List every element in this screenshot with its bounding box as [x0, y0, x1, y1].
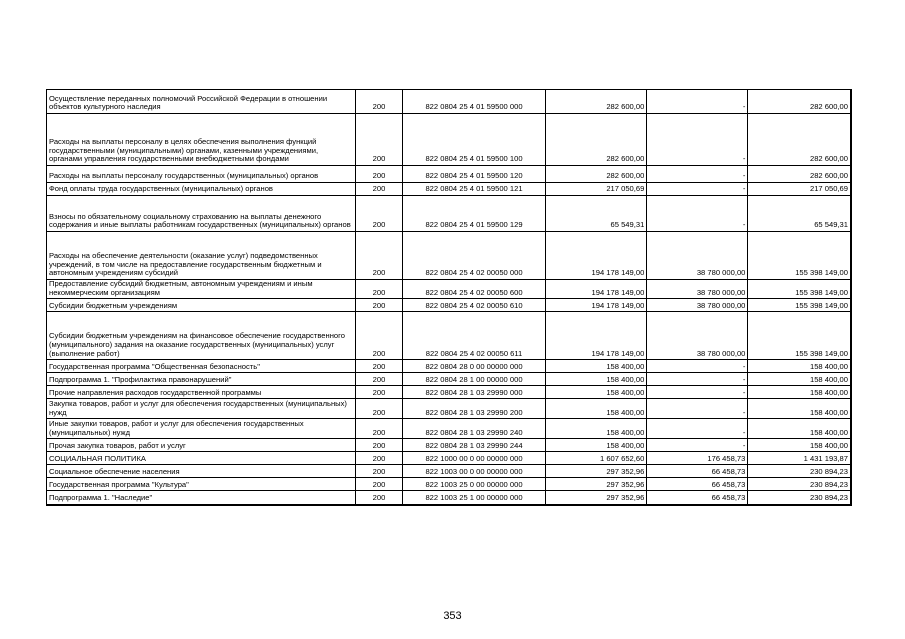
table-row [47, 386, 852, 399]
table-row [47, 452, 852, 465]
row-code-cell: 200 [356, 299, 402, 312]
row-name-cell: Прочие направления расходов государственной программы [47, 386, 356, 399]
row-executed-cell: - [647, 114, 748, 166]
row-name-cell: Социальное обеспечение населения [47, 465, 356, 478]
row-code-cell: 200 [356, 386, 402, 399]
budget-execution-table [46, 89, 852, 506]
row-approved-cell: 297 352,96 [546, 465, 647, 478]
row-approved-cell: 282 600,00 [546, 90, 647, 114]
row-executed-cell: - [647, 166, 748, 183]
table-row [47, 280, 852, 299]
row-executed-cell: 66 458,73 [647, 465, 748, 478]
row-budget-code-cell: 822 0804 28 0 00 00000 000 [402, 360, 546, 373]
table-row [47, 465, 852, 478]
row-unexecuted-cell: 230 894,23 [748, 465, 851, 478]
row-budget-code-cell: 822 0804 28 1 03 29990 200 [402, 399, 546, 419]
row-approved-cell: 65 549,31 [546, 196, 647, 232]
row-approved-cell: 194 178 149,00 [546, 299, 647, 312]
row-unexecuted-cell: 158 400,00 [748, 399, 851, 419]
page-number: 353 [443, 610, 462, 622]
row-name-cell: Осуществление переданных полномочий Российской Федерации в отношении объектов культурного наследия [47, 90, 356, 114]
row-approved-cell: 158 400,00 [546, 360, 647, 373]
row-executed-cell: - [647, 360, 748, 373]
row-unexecuted-cell: 282 600,00 [748, 114, 851, 166]
row-name-cell: Подпрограмма 1. "Наследие" [47, 491, 356, 505]
row-unexecuted-cell: 158 400,00 [748, 419, 851, 439]
row-code-cell: 200 [356, 399, 402, 419]
row-budget-code-cell: 822 1003 25 1 00 00000 000 [402, 491, 546, 505]
row-name-cell: Субсидии бюджетным учреждениям [47, 299, 356, 312]
row-budget-code-cell: 822 1000 00 0 00 00000 000 [402, 452, 546, 465]
row-unexecuted-cell: 282 600,00 [748, 166, 851, 183]
row-code-cell: 200 [356, 232, 402, 280]
row-code-cell: 200 [356, 183, 402, 196]
row-approved-cell: 1 607 652,60 [546, 452, 647, 465]
row-budget-code-cell: 822 0804 25 4 02 00050 611 [402, 312, 546, 360]
table-row [47, 196, 852, 232]
row-name-cell: Прочая закупка товаров, работ и услуг [47, 439, 356, 452]
table-row [47, 232, 852, 280]
row-budget-code-cell: 822 0804 25 4 01 59500 120 [402, 166, 546, 183]
table-row [47, 478, 852, 491]
table-row [47, 114, 852, 166]
row-approved-cell: 158 400,00 [546, 399, 647, 419]
row-name-cell: Взносы по обязательному социальному страхованию на выплаты денежного содержания и иные выплаты работникам государственных (муниципальных) органов [47, 196, 356, 232]
table-row [47, 399, 852, 419]
row-unexecuted-cell: 282 600,00 [748, 90, 851, 114]
row-budget-code-cell: 822 0804 25 4 02 00050 600 [402, 280, 546, 299]
row-unexecuted-cell: 230 894,23 [748, 491, 851, 505]
row-code-cell: 200 [356, 465, 402, 478]
row-name-cell: Закупка товаров, работ и услуг для обеспечения государственных (муниципальных) нужд [47, 399, 356, 419]
row-name-cell: Предоставление субсидий бюджетным, автономным учреждениям и иным некоммерческим организациям [47, 280, 356, 299]
row-name-cell: Иные закупки товаров, работ и услуг для обеспечения государственных (муниципальных) нужд [47, 419, 356, 439]
row-unexecuted-cell: 1 431 193,87 [748, 452, 851, 465]
row-executed-cell: - [647, 373, 748, 386]
table-row [47, 183, 852, 196]
row-code-cell: 200 [356, 280, 402, 299]
row-budget-code-cell: 822 1003 25 0 00 00000 000 [402, 478, 546, 491]
row-code-cell: 200 [356, 312, 402, 360]
row-code-cell: 200 [356, 452, 402, 465]
table-row [47, 491, 852, 505]
row-approved-cell: 297 352,96 [546, 491, 647, 505]
row-code-cell: 200 [356, 419, 402, 439]
row-approved-cell: 217 050,69 [546, 183, 647, 196]
row-executed-cell: 38 780 000,00 [647, 312, 748, 360]
row-unexecuted-cell: 158 400,00 [748, 373, 851, 386]
row-approved-cell: 282 600,00 [546, 114, 647, 166]
row-unexecuted-cell: 158 400,00 [748, 386, 851, 399]
row-code-cell: 200 [356, 166, 402, 183]
row-executed-cell: 38 780 000,00 [647, 232, 748, 280]
row-executed-cell: - [647, 439, 748, 452]
row-executed-cell: 176 458,73 [647, 452, 748, 465]
row-executed-cell: 66 458,73 [647, 491, 748, 505]
row-budget-code-cell: 822 1003 00 0 00 00000 000 [402, 465, 546, 478]
table-row [47, 373, 852, 386]
row-budget-code-cell: 822 0804 25 4 01 59500 100 [402, 114, 546, 166]
row-code-cell: 200 [356, 439, 402, 452]
row-approved-cell: 194 178 149,00 [546, 232, 647, 280]
table-row [47, 419, 852, 439]
row-approved-cell: 297 352,96 [546, 478, 647, 491]
row-unexecuted-cell: 155 398 149,00 [748, 280, 851, 299]
row-approved-cell: 158 400,00 [546, 419, 647, 439]
row-name-cell: Расходы на выплаты персоналу в целях обеспечения выполнения функций государственными (муниципальными) органами, казенными учреждениями, органами управления государственными внебюджетными фондами [47, 114, 356, 166]
row-budget-code-cell: 822 0804 28 1 03 29990 244 [402, 439, 546, 452]
row-unexecuted-cell: 230 894,23 [748, 478, 851, 491]
row-name-cell: Субсидии бюджетным учреждениям на финансовое обеспечение государственного (муниципального) задания на оказание государственных (муниципальных) услуг (выполнение работ) [47, 312, 356, 360]
row-budget-code-cell: 822 0804 25 4 01 59500 129 [402, 196, 546, 232]
table-row [47, 166, 852, 183]
row-unexecuted-cell: 158 400,00 [748, 360, 851, 373]
row-name-cell: Фонд оплаты труда государственных (муниципальных) органов [47, 183, 356, 196]
row-approved-cell: 282 600,00 [546, 166, 647, 183]
row-code-cell: 200 [356, 491, 402, 505]
row-unexecuted-cell: 155 398 149,00 [748, 232, 851, 280]
table-row [47, 90, 852, 114]
row-unexecuted-cell: 65 549,31 [748, 196, 851, 232]
row-unexecuted-cell: 155 398 149,00 [748, 312, 851, 360]
table-body [47, 90, 852, 505]
row-executed-cell: 38 780 000,00 [647, 299, 748, 312]
row-code-cell: 200 [356, 114, 402, 166]
row-unexecuted-cell: 217 050,69 [748, 183, 851, 196]
row-code-cell: 200 [356, 360, 402, 373]
table-row [47, 439, 852, 452]
row-executed-cell: - [647, 90, 748, 114]
row-budget-code-cell: 822 0804 25 4 01 59500 121 [402, 183, 546, 196]
row-code-cell: 200 [356, 373, 402, 386]
row-approved-cell: 194 178 149,00 [546, 312, 647, 360]
row-executed-cell: - [647, 419, 748, 439]
row-unexecuted-cell: 158 400,00 [748, 439, 851, 452]
row-executed-cell: - [647, 386, 748, 399]
row-approved-cell: 158 400,00 [546, 386, 647, 399]
row-name-cell: Государственная программа "Культура" [47, 478, 356, 491]
row-budget-code-cell: 822 0804 28 1 03 29990 000 [402, 386, 546, 399]
table-row [47, 299, 852, 312]
row-approved-cell: 158 400,00 [546, 373, 647, 386]
table-row [47, 312, 852, 360]
row-unexecuted-cell: 155 398 149,00 [748, 299, 851, 312]
row-budget-code-cell: 822 0804 28 1 03 29990 240 [402, 419, 546, 439]
row-name-cell: Подпрограмма 1. "Профилактика правонарушений" [47, 373, 356, 386]
row-approved-cell: 158 400,00 [546, 439, 647, 452]
row-approved-cell: 194 178 149,00 [546, 280, 647, 299]
row-executed-cell: 66 458,73 [647, 478, 748, 491]
row-executed-cell: - [647, 399, 748, 419]
row-name-cell: Расходы на обеспечение деятельности (оказание услуг) подведомственных учреждений, в том числе на предоставление государственным бюджетным и автономным учреждениям субсидий [47, 232, 356, 280]
row-executed-cell: 38 780 000,00 [647, 280, 748, 299]
row-name-cell: СОЦИАЛЬНАЯ ПОЛИТИКА [47, 452, 356, 465]
row-name-cell: Государственная программа "Общественная безопасность" [47, 360, 356, 373]
row-code-cell: 200 [356, 478, 402, 491]
row-budget-code-cell: 822 0804 25 4 01 59500 000 [402, 90, 546, 114]
row-budget-code-cell: 822 0804 28 1 00 00000 000 [402, 373, 546, 386]
row-executed-cell: - [647, 183, 748, 196]
row-code-cell: 200 [356, 196, 402, 232]
table-row [47, 360, 852, 373]
row-executed-cell: - [647, 196, 748, 232]
row-name-cell: Расходы на выплаты персоналу государственных (муниципальных) органов [47, 166, 356, 183]
row-budget-code-cell: 822 0804 25 4 02 00050 000 [402, 232, 546, 280]
row-budget-code-cell: 822 0804 25 4 02 00050 610 [402, 299, 546, 312]
row-code-cell: 200 [356, 90, 402, 114]
